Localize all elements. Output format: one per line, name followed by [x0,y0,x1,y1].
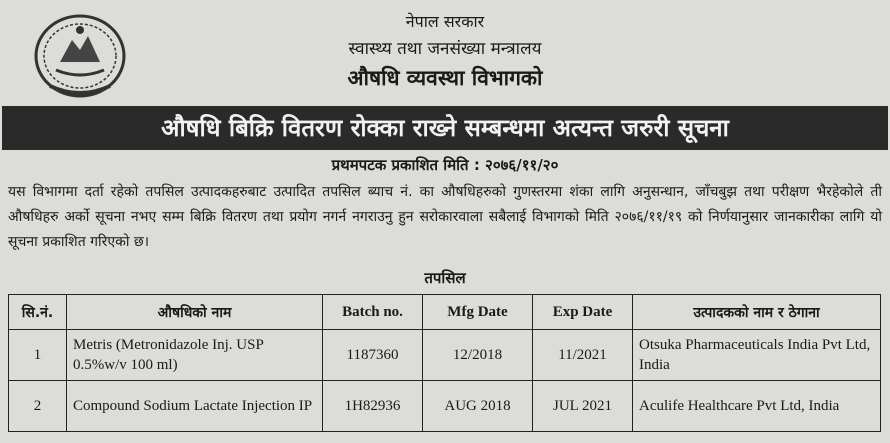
cell-mfg: 12/2018 [423,330,533,381]
cell-batch: 1H82936 [323,381,423,432]
cell-manufacturer: Aculife Healthcare Pvt Ltd, India [633,381,881,432]
notice-body: यस विभागमा दर्ता रहेको तपसिल उत्पादकहरुबाट उत्पादित तपसिल ब्याच नं. का औषधिहरुको गुणस्तरमा शंका लागि अनुसन्धान, जाँचबुझ तथा परीक्षण भैरहेकोले ती औषधिहरु अर्को सूचना नभए सम्म बिक्रि वितरण तथा प्रयोग नगर्न नगराउनु हुन सरोकारवाला सबैलाई विभागको मिति २०७६/११/१९ को निर्णयानुसार जानकारीका लागि यो सूचना प्रकाशित गरिएको छ। [8,184,882,250]
col-header-sn: सि.नं. [9,295,67,330]
col-header-batch: Batch no. [323,295,423,330]
col-header-exp: Exp Date [533,295,633,330]
ministry-name: स्वास्थ्य तथा जनसंख्या मन्त्रालय [348,39,542,59]
published-date: प्रथमपटक प्रकाशित मिति : २०७६/११/२० [331,156,559,174]
drug-table [8,294,881,432]
cell-sn: 1 [9,330,67,381]
col-header-drug-name: औषधिको नाम [67,295,323,330]
cell-batch: 1187360 [323,330,423,381]
col-header-mfg: Mfg Date [423,295,533,330]
list-heading: तपसिल [424,269,466,287]
cell-drug-name: Metris (Metronidazole Inj. USP 0.5%w/v 100 ml) [67,330,323,381]
cell-exp: 11/2021 [533,330,633,381]
col-header-manufacturer: उत्पादकको नाम र ठेगाना [633,295,881,330]
table-row [9,381,881,432]
department-name: औषधि व्यवस्था विभागको [347,66,543,90]
cell-exp: JUL 2021 [533,381,633,432]
notice-title-banner: औषधि बिक्रि वितरण रोक्का राख्ने सम्बन्धमा अत्यन्त जरुरी सूचना [2,106,888,150]
table-row [9,330,881,381]
cell-manufacturer: Otsuka Pharmaceuticals India Pvt Ltd, India [633,330,881,381]
cell-drug-name: Compound Sodium Lactate Injection IP [67,381,323,432]
cell-sn: 2 [9,381,67,432]
govt-name: नेपाल सरकार [405,12,485,31]
cell-mfg: AUG 2018 [423,381,533,432]
table-header-row [9,295,881,330]
